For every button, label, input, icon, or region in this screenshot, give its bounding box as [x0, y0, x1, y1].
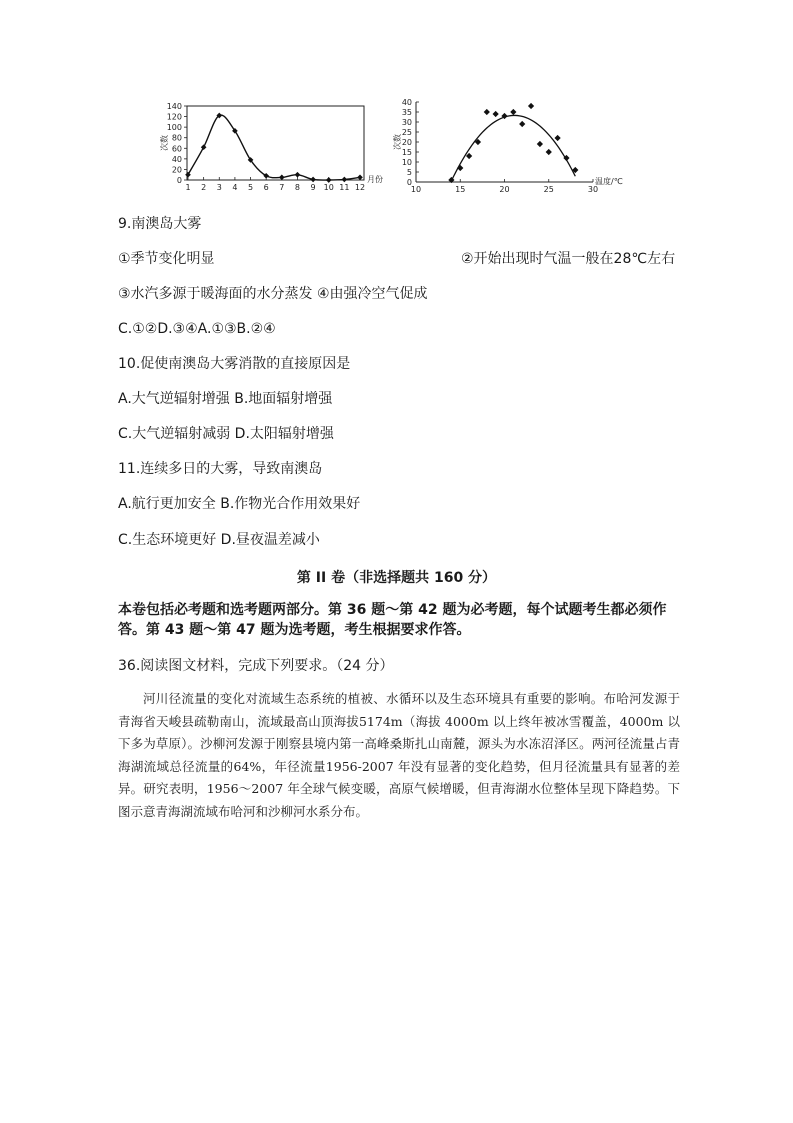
data-point — [546, 149, 552, 155]
q11-options-ab: A.航行更加安全 B.作物光合作用效果好 — [118, 496, 361, 512]
q36-material-paragraph: 河川径流量的变化对流域生态系统的植被、水循环以及生态环境具有重要的影响。布哈河发源于青海省天峻县疏勒南山，流域最高山顶海拔5174m（海拔 4000m 以上终年被冰雪覆盖，4000m 以下多为草原）。沙柳河发源于刚察县境内第一高峰桑斯扎山南麓，源头为水冻沼泽区。两河径流量占青海湖流域总径流量的64%，年径流量1956-2007 年没有显著的变化趋势，但月径流量具有显著的差异。研究表明，1956～2007 年全球气候变暖，高原气候增暖，但青海湖水位整体呈现下降趋势。下图示意青海湖流域布哈河和沙柳河水系分布。 — [118, 691, 680, 819]
x-tick-label: 10 — [323, 183, 334, 192]
q9-options-row1 — [118, 250, 676, 268]
x-tick-label: 2 — [201, 183, 207, 192]
fog-temperature-chart-svg — [388, 94, 650, 198]
q10-options-cd: C.大气逆辐射减弱 D.太阳辐射增强 — [118, 426, 334, 442]
q10-options-ab: A.大气逆辐射增强 B.地面辐射增强 — [118, 391, 333, 407]
data-point — [342, 177, 348, 183]
data-point — [185, 172, 191, 178]
data-point — [357, 175, 363, 181]
fog-temperature-chart — [388, 94, 650, 198]
section-2-title: 第 II 卷（非选择题共 160 分） — [296, 570, 497, 586]
data-point — [295, 172, 301, 178]
y-tick-label: 60 — [171, 144, 182, 154]
q9-options-row2: ③水汽多源于暖海面的水分蒸发 ④由强冷空气促成 — [118, 286, 428, 302]
data-point — [457, 165, 463, 171]
y-tick-label: 15 — [401, 148, 412, 157]
y-tick-label: 80 — [171, 133, 182, 143]
x-tick-label: 8 — [294, 183, 301, 192]
y-tick-label: 140 — [166, 102, 182, 111]
section-2-intro: 本卷包括必考题和选考题两部分。第 36 题～第 42 题为必考题，每个试题考生都必须作答。第 43 题～第 47 题为选考题，考生根据要求作答。 — [118, 602, 667, 638]
data-point — [466, 153, 472, 159]
q9-option-1: ①季节变化明显 — [118, 251, 215, 267]
x-tick-label: 3 — [216, 183, 222, 192]
data-point — [326, 177, 332, 183]
x-tick-label: 12 — [354, 183, 366, 192]
data-point — [279, 175, 285, 181]
x-tick-label: 30 — [587, 185, 599, 194]
x-tick-label: 11 — [339, 183, 350, 192]
y-tick-label: 0 — [176, 176, 182, 185]
data-point — [537, 141, 543, 147]
x-tick-label: 10 — [410, 185, 422, 194]
y-axis-label: 次数 — [160, 135, 169, 151]
x-tick-label: 5 — [247, 183, 254, 192]
y-tick-label: 25 — [401, 128, 412, 137]
q36-stem: 36.阅读图文材料，完成下列要求。（24 分） — [118, 658, 394, 674]
trend-curve — [451, 115, 575, 180]
fog-month-chart-svg — [150, 98, 383, 198]
x-axis-label: 月份 — [367, 175, 383, 184]
q10-stem: 10.促使南澳岛大雾消散的直接原因是 — [118, 356, 351, 372]
data-point — [510, 109, 516, 115]
y-tick-label: 120 — [166, 112, 182, 122]
x-tick-label: 1 — [185, 183, 191, 192]
data-point — [519, 121, 525, 127]
q11-options-cd: C.生态环境更好 D.昼夜温差减小 — [118, 532, 320, 548]
x-tick-label: 25 — [543, 185, 554, 194]
x-axis-label: 温度/℃ — [595, 177, 623, 186]
q9-stem: 9.南澳岛大雾 — [118, 216, 202, 232]
x-tick-label: 9 — [310, 183, 316, 192]
x-tick-label: 15 — [455, 185, 466, 194]
y-tick-label: 5 — [406, 168, 412, 177]
data-point — [554, 135, 560, 141]
q9-option-2: ②开始出现时气温一般在28℃左右 — [461, 251, 676, 267]
plot-frame — [187, 106, 364, 180]
y-tick-label: 40 — [401, 98, 412, 107]
y-tick-label: 10 — [401, 158, 412, 167]
q11-stem: 11.连续多日的大雾，导致南澳岛 — [118, 461, 323, 477]
series-line — [188, 115, 360, 180]
x-tick-label: 20 — [499, 185, 510, 194]
y-tick-label: 0 — [406, 178, 412, 187]
y-axis-label: 次数 — [393, 134, 402, 150]
data-point — [493, 111, 499, 117]
data-point — [484, 109, 490, 115]
y-tick-label: 35 — [401, 108, 412, 117]
y-tick-label: 40 — [171, 154, 182, 164]
q9-answers: C.①②D.③④A.①③B.②④ — [118, 321, 276, 337]
y-tick-label: 100 — [166, 123, 182, 133]
data-point — [201, 144, 207, 150]
x-tick-label: 4 — [232, 183, 238, 192]
y-tick-label: 20 — [401, 138, 412, 147]
data-point — [528, 103, 534, 109]
y-tick-label: 30 — [401, 118, 412, 127]
fog-month-chart — [150, 98, 383, 198]
x-tick-label: 7 — [279, 183, 285, 192]
data-point — [310, 177, 316, 183]
x-tick-label: 6 — [263, 183, 269, 192]
y-tick-label: 20 — [171, 165, 182, 175]
